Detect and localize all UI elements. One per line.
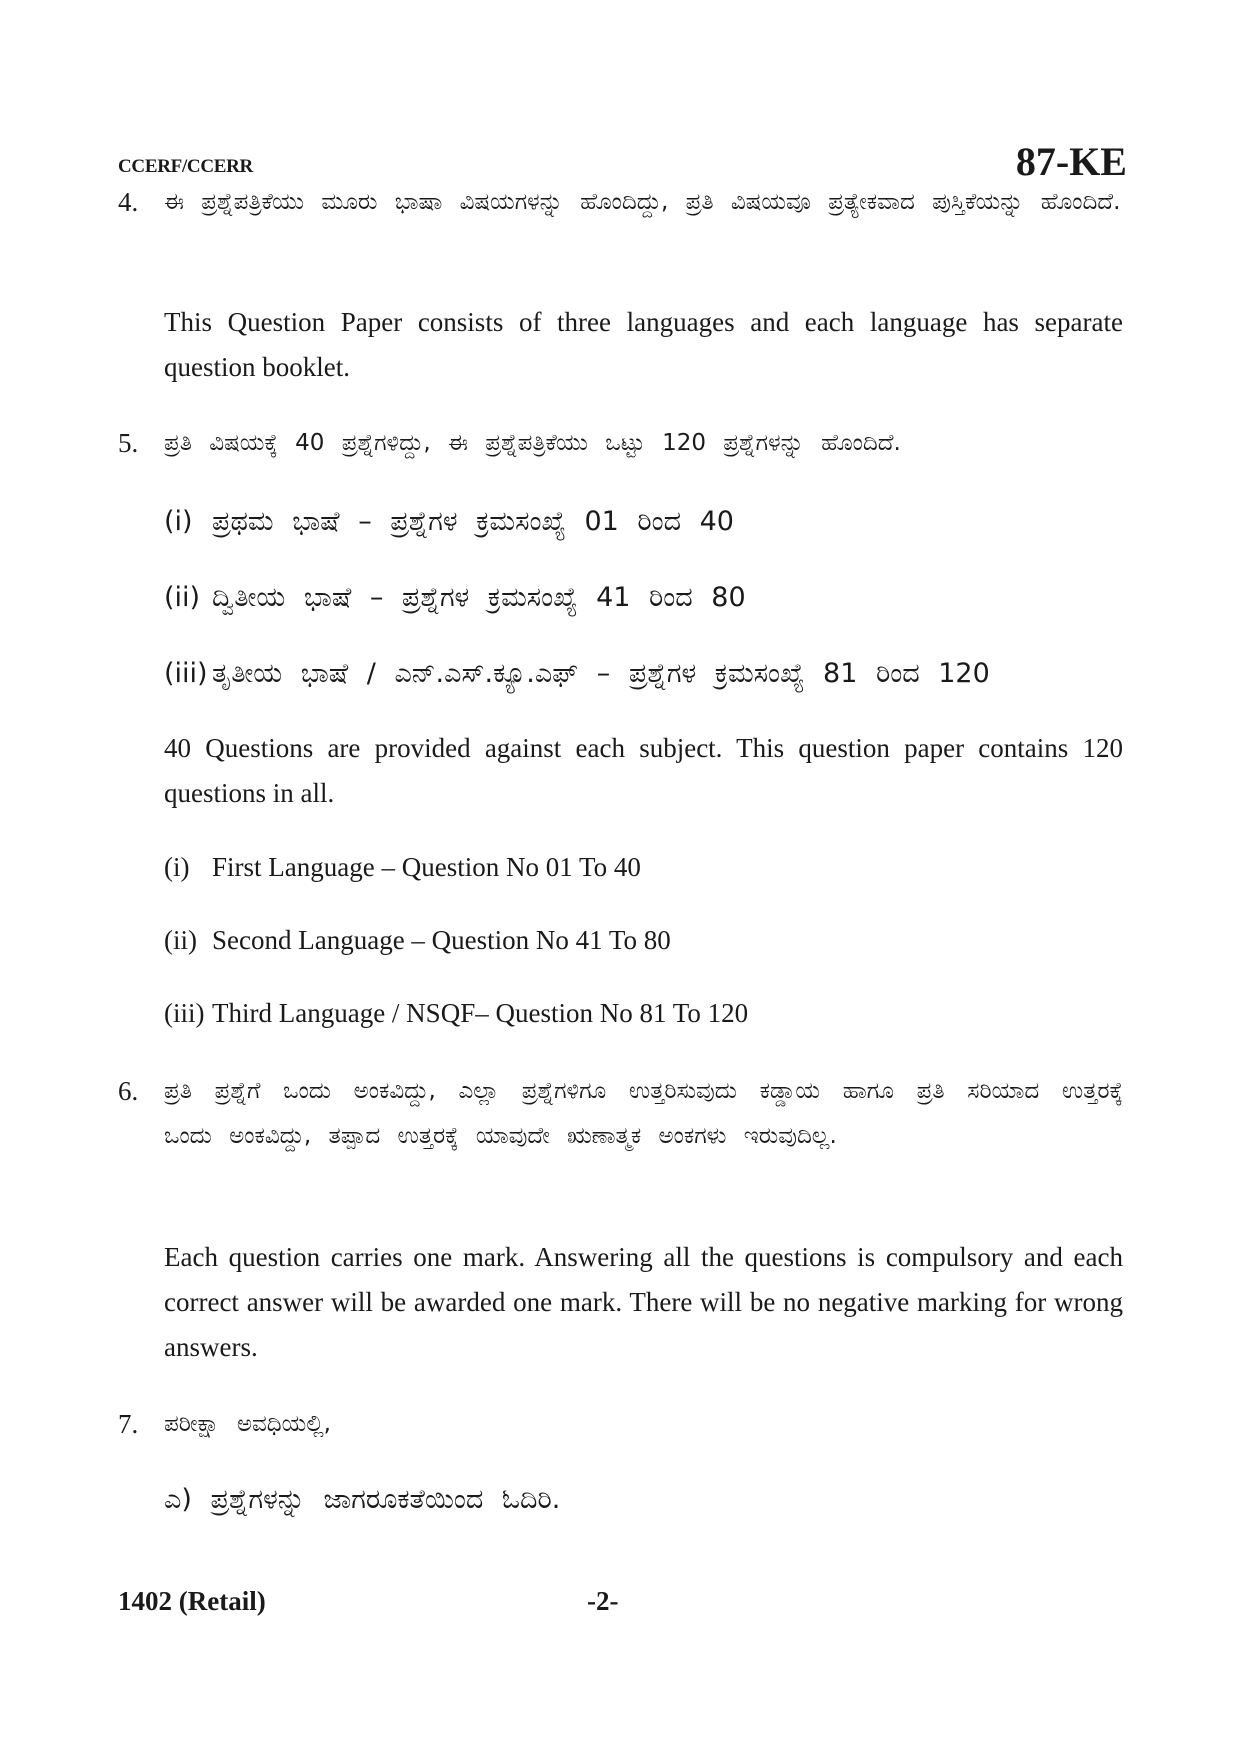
- instruction-6-english: Each question carries one mark. Answering all the questions is compulsory and each correct answer will be awarded one mark. There will be no negative marking for wrong answers.: [164, 1242, 1123, 1362]
- list-item-text: Third Language / NSQF– Question No 81 To 120: [212, 998, 749, 1028]
- list-item-text: ತೃತೀಯ ಭಾಷೆ / ಎನ್.ಎಸ್.ಕ್ಯೂ.ಎಫ್ – ಪ್ರಶ್ನೆಗಳ ಕ್ರಮಸಂಖ್ಯೆ 81 ರಿಂದ 120: [212, 658, 990, 689]
- instruction-number: 5.: [118, 428, 139, 458]
- instruction-6-kannada: ಪ್ರತಿ ಪ್ರಶ್ನೆಗೆ ಒಂದು ಅಂಕವಿದ್ದು, ಎಲ್ಲಾ ಪ್ರಶ್ನೆಗಳಿಗೂ ಉತ್ತರಿಸುವುದು ಕಡ್ಡಾಯ ಹಾಗೂ ಪ್ರತಿ ಸರಿಯಾದ ಉತ್ತರಕ್ಕೆ ಒಂದು ಅಂಕವಿದ್ದು, ತಪ್ಪಾದ ಉತ್ತರಕ್ಕೆ ಯಾವುದೇ ಋಣಾತ್ಮಕ ಅಂಕಗಳು ಇರುವುದಿಲ್ಲ.: [164, 1078, 1123, 1149]
- list-marker: (ii): [164, 925, 197, 955]
- instruction-5-kannada: ಪ್ರತಿ ವಿಷಯಕ್ಕೆ 40 ಪ್ರಶ್ನೆಗಳಿದ್ದು, ಈ ಪ್ರಶ್ನೆಪತ್ರಿಕೆಯು ಒಟ್ಟು 120 ಪ್ರಶ್ನೆಗಳನ್ನು ಹೊಂದಿದೆ.: [164, 430, 901, 456]
- instruction-5-english: 40 Questions are provided against each subject. This question paper contains 120 questions in all.: [164, 733, 1123, 808]
- list-marker: (i): [164, 506, 193, 537]
- instruction-number: 4.: [118, 187, 139, 217]
- instruction-4-english: This Question Paper consists of three languages and each language has separate question booklet.: [164, 307, 1123, 382]
- instruction-7-kannada: ಪರೀಕ್ಷಾ ಅವಧಿಯಲ್ಲಿ,: [164, 1411, 331, 1437]
- list-item-text: Second Language – Question No 41 To 80: [212, 925, 671, 955]
- list-item: [164, 993, 1123, 1033]
- instruction-6: [118, 1069, 1123, 1159]
- list-item: [164, 502, 1123, 542]
- instruction-4: [118, 180, 1123, 225]
- page-number: -2-: [587, 1586, 619, 1616]
- footer-code: 1402 (Retail): [118, 1586, 266, 1616]
- paper-code: 87-KE: [1015, 139, 1127, 184]
- list-marker: (iii): [164, 658, 208, 689]
- list-item-text: ದ್ವಿತೀಯ ಭಾಷೆ – ಪ್ರಶ್ನೆಗಳ ಕ್ರಮಸಂಖ್ಯೆ 41 ರಿಂದ 80: [212, 582, 746, 613]
- list-marker: (ii): [164, 582, 201, 613]
- list-item: [164, 920, 1123, 960]
- list-item-text: First Language – Question No 01 To 40: [212, 852, 641, 882]
- instruction-7: [118, 1402, 1123, 1447]
- list-marker: (iii): [164, 998, 205, 1028]
- list-item: [164, 847, 1123, 887]
- instruction-number: 6.: [118, 1076, 139, 1106]
- list-marker: (i): [164, 852, 190, 882]
- instruction-4-kannada: ಈ ಪ್ರಶ್ನೆಪತ್ರಿಕೆಯು ಮೂರು ಭಾಷಾ ವಿಷಯಗಳನ್ನು ಹೊಂದಿದ್ದು, ಪ್ರತಿ ವಿಷಯವೂ ಪ್ರತ್ಯೇಕವಾದ ಪುಸ್ತಿಕೆಯನ್ನು ಹೊಂದಿದೆ.: [164, 189, 1121, 215]
- list-item: [164, 578, 1123, 618]
- header-code: CCERF/CCERR: [118, 156, 253, 177]
- instruction-number: 7.: [118, 1409, 139, 1439]
- instruction-7-sub: ಎ) ಪ್ರಶ್ನೆಗಳನ್ನು ಜಾಗರೂಕತೆಯಿಂದ ಓದಿರಿ.: [164, 1484, 561, 1515]
- list-item-text: ಪ್ರಥಮ ಭಾಷೆ – ಪ್ರಶ್ನೆಗಳ ಕ್ರಮಸಂಖ್ಯೆ 01 ರಿಂದ 40: [212, 506, 734, 537]
- instruction-5: [118, 421, 1123, 466]
- list-item: [164, 654, 1123, 694]
